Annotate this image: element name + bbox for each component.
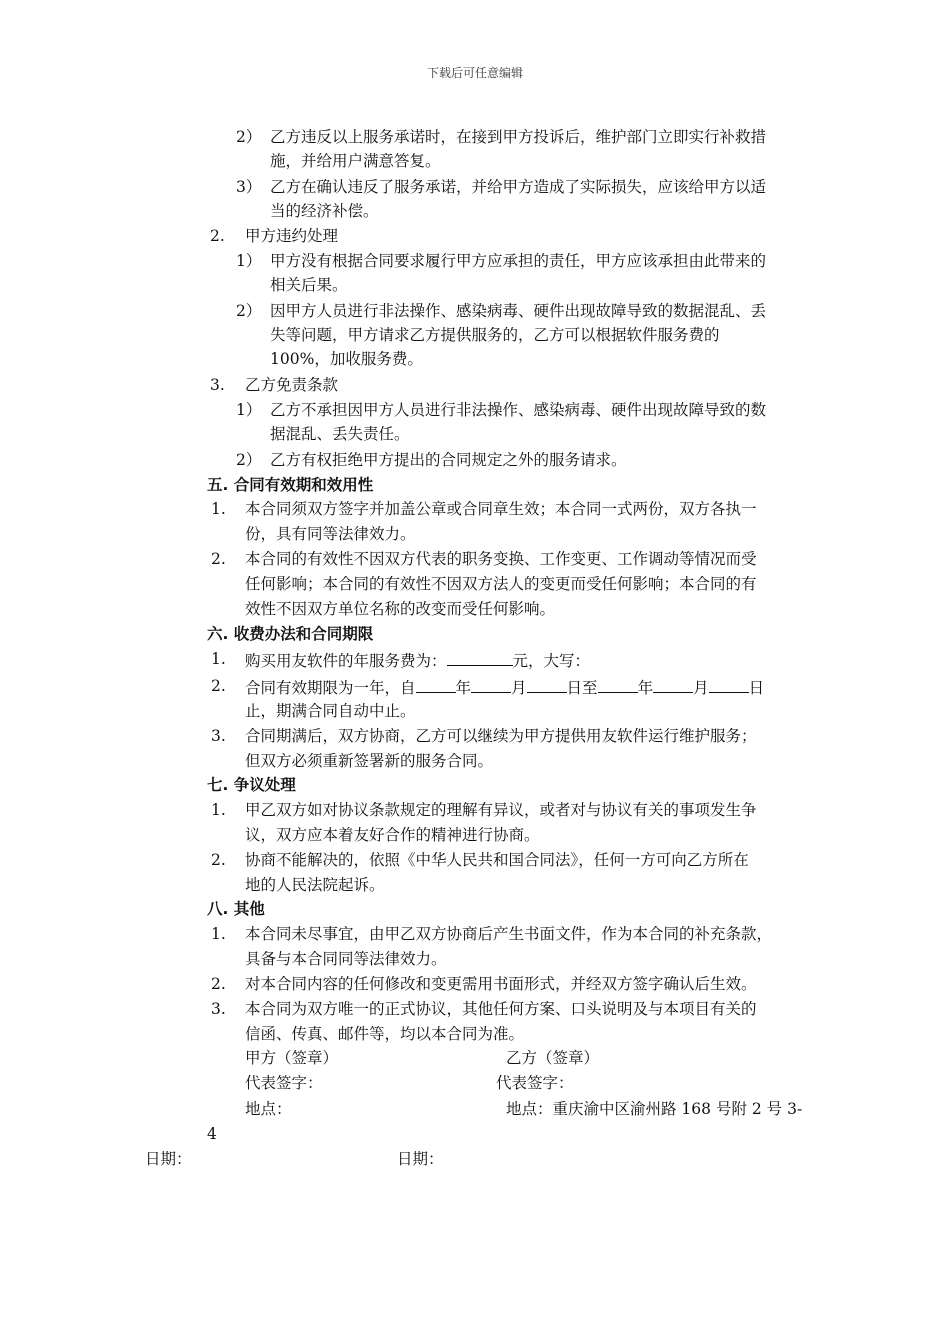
list-number: 3. [210, 376, 225, 394]
list-item-text: 甲方没有根据合同要求履行甲方应承担的责任，甲方应该承担由此带来的 [270, 252, 767, 270]
list-item-text: 任何影响；本合同的有效性不因双方法人的变更而受任何影响；本合同的有 [245, 575, 757, 593]
list-number: 2） [236, 128, 262, 146]
list-number: 1. [211, 801, 226, 819]
list-number: 2） [236, 451, 262, 469]
start-year-blank[interactable] [416, 676, 456, 693]
list-number: 2. [211, 550, 226, 568]
day-label: 日至 [566, 679, 598, 697]
list-item-text: 据混乱、丢失责任。 [270, 425, 410, 443]
list-number: 2. [211, 851, 226, 869]
party-b-seal-label: 乙方（签章） [506, 1049, 600, 1067]
list-item-text: 合同期满后，双方协商，乙方可以继续为甲方提供用友软件运行维护服务； [245, 727, 757, 745]
month-label: 月 [511, 679, 527, 697]
year-label: 年 [455, 679, 472, 697]
list-number: 3. [211, 1000, 226, 1018]
month-label: 月 [693, 679, 709, 697]
party-b-place-continued: 4 [207, 1125, 217, 1143]
list-item-text: 乙方在确认违反了服务承诺，并给甲方造成了实际损失，应该给甲方以适 [270, 178, 767, 196]
list-item-text: 本合同未尽事宜，由甲乙双方协商后产生书面文件，作为本合同的补充条款， [245, 925, 773, 943]
list-number: 1. [211, 500, 226, 518]
fee-label: 购买用友软件的年服务费为： [245, 652, 447, 670]
list-item-text [245, 649, 590, 671]
list-item-text [245, 676, 764, 698]
section-heading: 八. 其他 [207, 900, 265, 918]
section-heading: 七. 争议处理 [207, 776, 296, 794]
list-number: 3. [211, 727, 226, 745]
list-item-text: 地的人民法院起诉。 [245, 876, 385, 894]
list-item-text: 本合同为双方唯一的正式协议，其他任何方案、口头说明及与本项目有关的 [245, 1000, 757, 1018]
list-item-text: 当的经济补偿。 [270, 202, 379, 220]
end-month-blank[interactable] [653, 676, 693, 693]
list-item-text: 失等问题，甲方请求乙方提供服务的，乙方可以根据软件服务费的 [270, 326, 720, 344]
list-number: 3） [236, 178, 262, 196]
end-day-blank[interactable] [709, 676, 749, 693]
list-item-text: 具备与本合同同等法律效力。 [245, 950, 447, 968]
end-year-blank[interactable] [598, 676, 638, 693]
list-item-text: 信函、传真、邮件等，均以本合同为准。 [245, 1025, 525, 1043]
list-item-text: 乙方不承担因甲方人员进行非法操作、感染病毒、硬件出现故障导致的数 [270, 401, 767, 419]
list-number: 1） [236, 401, 262, 419]
fee-blank[interactable] [447, 649, 513, 666]
fee-suffix: 元，大写： [512, 652, 591, 670]
section-heading: 六. 收费办法和合同期限 [207, 625, 374, 643]
list-item-text: 本合同的有效性不因双方代表的职务变换、工作变更、工作调动等情况而受 [245, 550, 757, 568]
party-b-place-label: 地点：重庆渝中区渝州路 168 号附 2 号 3- [506, 1100, 803, 1118]
list-item-text: 甲乙双方如对协议条款规定的理解有异议，或者对与协议有关的事项发生争 [245, 801, 757, 819]
list-item-text: 相关后果。 [270, 276, 348, 294]
list-item-text: 但双方必须重新签署新的服务合同。 [245, 752, 494, 770]
subsection-title: 甲方违约处理 [245, 227, 339, 245]
party-a-date-label: 日期： [145, 1150, 192, 1168]
party-a-place-label: 地点： [245, 1100, 292, 1118]
list-item-text: 份，具有同等法律效力。 [245, 525, 416, 543]
list-number: 2. [211, 677, 226, 695]
list-number: 2. [211, 975, 226, 993]
start-day-blank[interactable] [527, 676, 567, 693]
start-month-blank[interactable] [471, 676, 511, 693]
party-b-date-label: 日期： [397, 1150, 444, 1168]
year-label: 年 [637, 679, 654, 697]
section-heading: 五. 合同有效期和效用性 [207, 476, 374, 494]
list-item-text: 对本合同内容的任何修改和变更需用书面形式，并经双方签字确认后生效。 [245, 975, 757, 993]
list-item-text: 效性不因双方单位名称的改变而受任何影响。 [245, 600, 556, 618]
party-a-seal-label: 甲方（签章） [245, 1049, 339, 1067]
period-label: 合同有效期限为一年，自 [245, 679, 416, 697]
list-item-text: 施，并给用户满意答复。 [270, 152, 441, 170]
list-item-text: 因甲方人员进行非法操作、感染病毒、硬件出现故障导致的数据混乱、丢 [270, 302, 767, 320]
list-item-text: 止，期满合同自动中止。 [245, 702, 416, 720]
list-item-text: 协商不能解决的，依照《中华人民共和国合同法》，任何一方可向乙方所在 [245, 851, 749, 869]
list-item-text: 100%，加收服务费。 [270, 350, 423, 368]
list-item-text: 本合同须双方签字并加盖公章或合同章生效；本合同一式两份，双方各执一 [245, 500, 757, 518]
list-item-text: 议，双方应本着友好合作的精神进行协商。 [245, 826, 540, 844]
list-number: 2. [210, 227, 225, 245]
day-label: 日 [748, 679, 765, 697]
list-item-text: 乙方有权拒绝甲方提出的合同规定之外的服务请求。 [270, 451, 627, 469]
party-a-rep-label: 代表签字： [245, 1074, 323, 1092]
list-number: 2） [236, 302, 262, 320]
subsection-title: 乙方免责条款 [245, 376, 339, 394]
page-header: 下载后可任意编辑 [426, 66, 523, 80]
list-number: 1. [211, 650, 226, 668]
list-item-text: 乙方违反以上服务承诺时，在接到甲方投诉后，维护部门立即实行补救措 [270, 128, 767, 146]
list-number: 1. [211, 925, 226, 943]
party-b-rep-label: 代表签字： [496, 1074, 574, 1092]
list-number: 1） [236, 252, 262, 270]
